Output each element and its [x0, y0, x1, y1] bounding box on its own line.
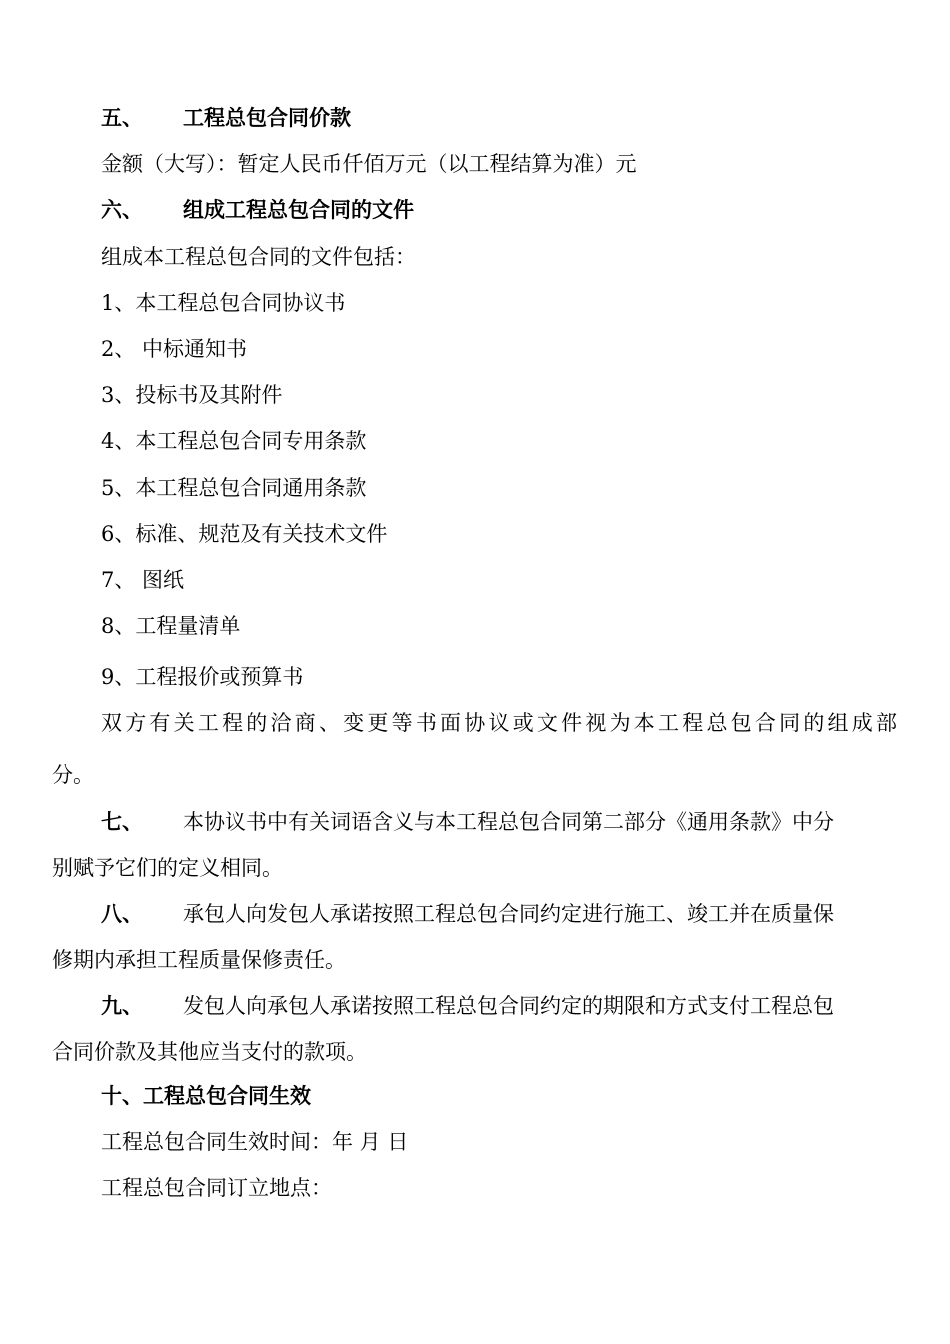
section-7-text: 本协议书中有关词语含义与本工程总包合同第二部分《通用条款》中分: [183, 810, 834, 834]
documents-note-line-2: 分。: [52, 763, 94, 787]
list-item: 4、本工程总包合同专用条款: [101, 429, 367, 453]
list-item: 1、本工程总包合同协议书: [101, 291, 346, 315]
section-10-heading: 十、工程总包合同生效: [101, 1084, 311, 1108]
list-item: 8、工程量清单: [101, 614, 241, 638]
section-5-title: 工程总包合同价款: [183, 106, 351, 130]
list-item: 3、投标书及其附件: [101, 383, 283, 407]
section-9-number: 九、: [101, 994, 143, 1018]
section-8-number: 八、: [101, 902, 143, 926]
list-item: 2、 中标通知书: [101, 337, 248, 361]
section-6-title: 组成工程总包合同的文件: [183, 198, 414, 222]
list-item: 6、标准、规范及有关技术文件: [101, 522, 388, 546]
section-5-heading: [101, 106, 351, 130]
section-8-text: 承包人向发包人承诺按照工程总包合同约定进行施工、竣工并在质量保: [183, 902, 834, 926]
section-7-line-1: [101, 810, 897, 834]
section-8-line-2: 修期内承担工程质量保修责任。: [52, 948, 346, 972]
section-9-line-1: [101, 994, 897, 1018]
documents-intro: 组成本工程总包合同的文件包括：: [101, 245, 416, 269]
section-9-text: 发包人向承包人承诺按照工程总包合同约定的期限和方式支付工程总包: [183, 994, 834, 1018]
section-9-line-2: 合同价款及其他应当支付的款项。: [52, 1040, 367, 1064]
section-7-number: 七、: [101, 810, 143, 834]
signing-place-text: 工程总包合同订立地点：: [101, 1176, 332, 1200]
effective-time-text: 工程总包合同生效时间：年 月 日: [101, 1130, 409, 1154]
section-8-line-1: [101, 902, 897, 926]
section-7-line-2: 别赋予它们的定义相同。: [52, 856, 283, 880]
section-5-number: 五、: [101, 106, 143, 130]
list-item: 9、工程报价或预算书: [101, 665, 304, 689]
section-6-heading: [101, 198, 414, 222]
list-item: 7、 图纸: [101, 568, 185, 592]
contract-amount-text: 金额（大写）：暂定人民币仟佰万元（以工程结算为准）元: [101, 152, 637, 176]
section-6-number: 六、: [101, 198, 143, 222]
list-item: 5、本工程总包合同通用条款: [101, 476, 367, 500]
documents-note-line-1: 双方有关工程的洽商、变更等书面协议或文件视为本工程总包合同的组成部: [101, 711, 897, 735]
